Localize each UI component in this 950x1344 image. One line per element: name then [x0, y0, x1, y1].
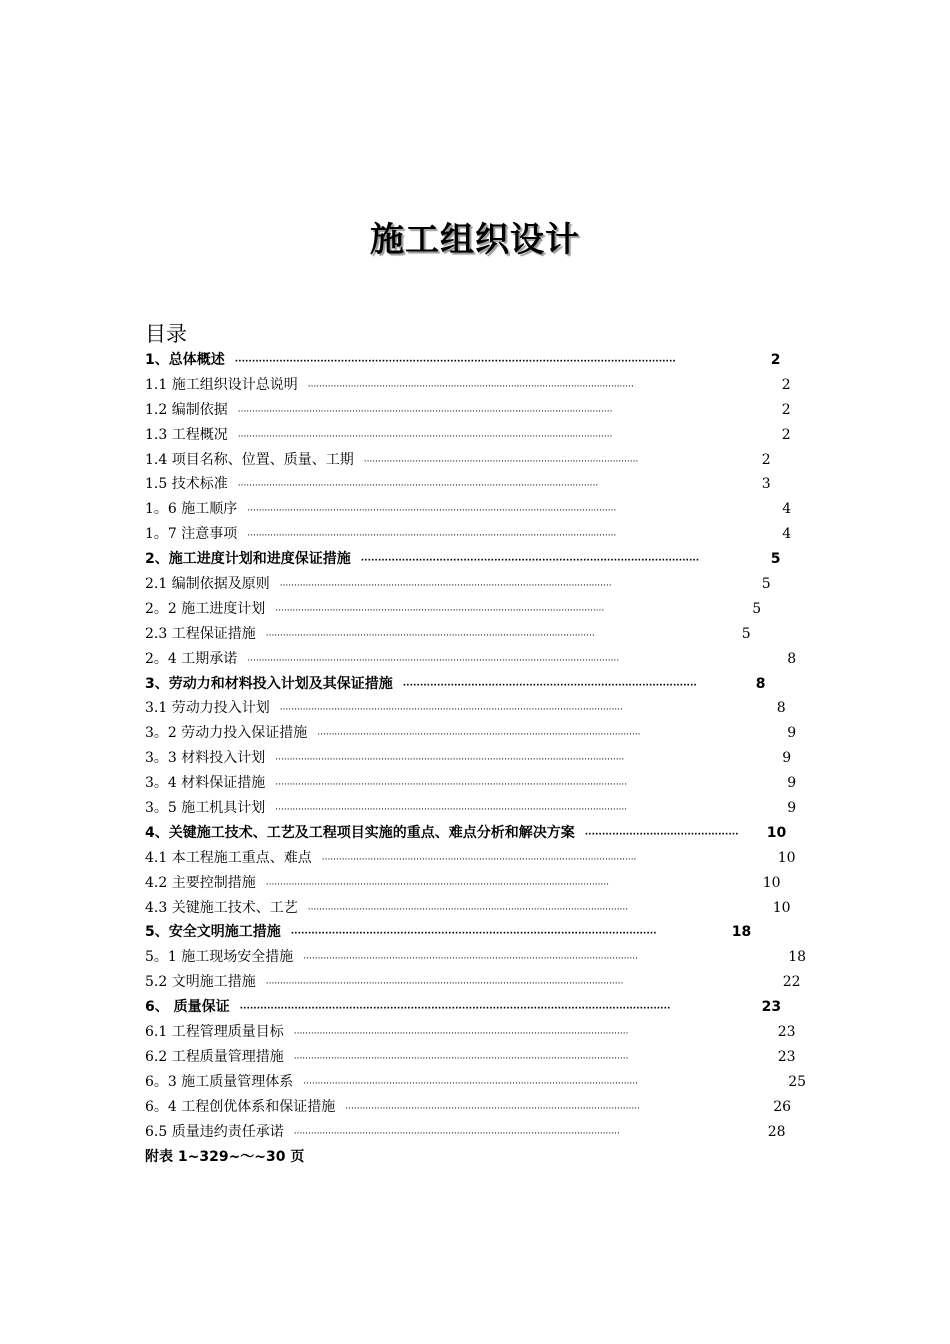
toc-entry[interactable]: [145, 696, 790, 721]
toc-leader-dots: ·············································: [584, 829, 739, 840]
toc-entry-label: 6、 质量保证: [145, 999, 230, 1016]
toc-leader-dots: ·····················································································································: [303, 1078, 638, 1089]
toc-entry-page: 5: [761, 576, 771, 593]
toc-entry[interactable]: [145, 423, 795, 448]
toc-entry-label: 6。4 工程创优体系和保证措施: [145, 1098, 336, 1115]
toc-entry-label: 3.1 劳动力投入计划: [145, 700, 270, 717]
toc-entry[interactable]: [145, 522, 795, 547]
toc-entry-page: 9: [787, 775, 797, 792]
toc-entry-label: 1.2 编制依据: [145, 401, 228, 418]
toc-entry[interactable]: [145, 721, 800, 746]
toc-entry-page: 5: [741, 625, 751, 642]
toc-entry-page: 8: [787, 650, 797, 667]
toc-entry[interactable]: [145, 896, 795, 921]
toc-leader-dots: ·································································································································: [234, 357, 676, 367]
toc-entry-label: 3。3 材料投入计划: [145, 750, 266, 767]
toc-leader-dots: ··························································································································: [275, 755, 625, 766]
toc-entry-page: 2: [770, 352, 781, 368]
document-title: 施工组织设计: [370, 220, 580, 260]
toc-leader-dots: ·····················································································································: [303, 954, 638, 965]
toc-entry-page: 10: [762, 874, 781, 891]
toc-entry[interactable]: [145, 920, 755, 945]
toc-entry[interactable]: [145, 771, 800, 796]
toc-entry-label: 3。4 材料保证措施: [145, 775, 266, 792]
toc-entry-page: 10: [777, 849, 796, 866]
toc-leader-dots: ························································································································: [279, 705, 624, 716]
toc-entry-label: 6。3 施工质量管理体系: [145, 1073, 294, 1090]
toc-entry[interactable]: [145, 1020, 800, 1045]
toc-entry-label: 1.3 工程概况: [145, 426, 228, 443]
toc-leader-dots: ···································································································································: [237, 406, 613, 417]
toc-entry-page: 9: [782, 750, 792, 767]
toc-entry[interactable]: [145, 572, 775, 597]
toc-leader-dots: ·················································································································: [317, 730, 641, 741]
toc-leader-dots: ····················································································································: [279, 581, 612, 592]
toc-entry-label: 2、施工进度计划和进度保证措施: [145, 551, 351, 568]
toc-entry[interactable]: [145, 348, 785, 373]
toc-entry-page: 2: [781, 376, 791, 393]
toc-entry-label: 1。7 注意事项: [145, 526, 238, 543]
toc-leader-dots: ························································································································: [265, 879, 610, 890]
toc-entry-label: 6.1 工程管理质量目标: [145, 1024, 284, 1041]
toc-rows: [145, 348, 825, 1145]
toc-entry-label: 5。1 施工现场安全措施: [145, 949, 294, 966]
toc-leader-dots: ·····················································································································: [293, 1053, 629, 1064]
toc-entry-label: 2。4 工期承诺: [145, 650, 238, 667]
toc-entry-page: 4: [782, 501, 792, 518]
toc-entry-page: 25: [788, 1073, 807, 1090]
toc-entry-label: 4.2 主要控制措施: [145, 874, 256, 891]
toc-leader-dots: ···································································································: [360, 556, 700, 567]
toc-entry[interactable]: [145, 1070, 810, 1095]
toc-entry-label: 1.5 技术标准: [145, 476, 228, 493]
table-of-contents: [145, 348, 825, 1169]
toc-entry[interactable]: [145, 871, 785, 896]
toc-entry[interactable]: [145, 970, 805, 995]
toc-leader-dots: ·····························································································································: [265, 979, 624, 990]
toc-leader-dots: ·····················································································································: [293, 1029, 629, 1040]
toc-entry-page: 18: [731, 924, 752, 941]
toc-entry-label: 3。5 施工机具计划: [145, 800, 266, 817]
toc-leader-dots: ···················································································································: [265, 630, 595, 641]
toc-leader-dots: ·······································································································: [345, 1103, 640, 1114]
toc-entry-page: 9: [787, 800, 797, 817]
toc-entry-label: 3。2 劳动力投入保证措施: [145, 725, 308, 742]
toc-entry-label: 1.4 项目名称、位置、质量、工期: [145, 451, 354, 468]
toc-entry[interactable]: [145, 622, 755, 647]
toc-entry-page: 23: [777, 1024, 796, 1041]
toc-entry-label: 2.1 编制依据及原则: [145, 576, 270, 593]
toc-leader-dots: ···················································································································: [275, 605, 605, 616]
toc-leader-dots: ··················································································································: [293, 1128, 620, 1139]
toc-entry-label: 4.3 关键施工技术、工艺: [145, 899, 298, 916]
toc-entry[interactable]: [145, 846, 800, 871]
toc-leader-dots: ································································································: [363, 456, 639, 467]
toc-leader-dots: ···································································································································: [237, 431, 613, 442]
toc-entry[interactable]: [145, 796, 800, 821]
toc-entry-label: 5、安全文明施工措施: [145, 924, 281, 941]
toc-entry-page: 23: [761, 999, 782, 1016]
toc-leader-dots: ···········································································································: [290, 929, 657, 940]
toc-entry-page: 26: [773, 1098, 792, 1115]
toc-entry[interactable]: [145, 1120, 790, 1145]
toc-entry[interactable]: [145, 597, 765, 622]
toc-entry-label: 1.1 施工组织设计总说明: [145, 376, 298, 393]
toc-leader-dots: ················································································································: [307, 904, 629, 915]
toc-entry[interactable]: [145, 547, 785, 572]
toc-leader-dots: ······················································································: [402, 680, 697, 691]
toc-entry[interactable]: [145, 647, 800, 672]
toc-entry[interactable]: [145, 398, 795, 423]
toc-leader-dots: ······························································································································: [237, 481, 599, 492]
toc-entry-page: 9: [787, 725, 797, 742]
toc-entry-label: 3、劳动力和材料投入计划及其保证措施: [145, 675, 393, 692]
toc-entry[interactable]: [145, 995, 785, 1020]
toc-entry[interactable]: [145, 1045, 800, 1070]
toc-entry[interactable]: [145, 672, 770, 697]
toc-entry-page: 5: [752, 600, 762, 617]
toc-leader-dots: ······························································································································: [239, 1004, 671, 1015]
toc-entry-label: 5.2 文明施工措施: [145, 974, 256, 991]
toc-leader-dots: ··················································································································: [307, 381, 634, 392]
toc-entry-label: 2。2 施工进度计划: [145, 600, 266, 617]
toc-entry-label: 2.3 工程保证措施: [145, 625, 256, 642]
toc-entry-label: 4.1 本工程施工重点、难点: [145, 849, 312, 866]
toc-entry-page: 8: [755, 675, 766, 692]
toc-entry-page: 18: [788, 949, 807, 966]
toc-entry[interactable]: [145, 945, 810, 970]
toc-leader-dots: ···························································································································: [275, 805, 628, 816]
toc-entry-page: 8: [776, 700, 786, 717]
toc-entry-label: 4、关键施工技术、工艺及工程项目实施的重点、难点分析和解决方案: [145, 824, 575, 841]
toc-entry-page: 3: [761, 476, 771, 493]
toc-entry-page: 28: [767, 1123, 786, 1140]
toc-entry-page: 10: [772, 899, 791, 916]
toc-entry-page: 2: [761, 451, 771, 468]
toc-entry[interactable]: [145, 448, 775, 473]
toc-entry-page: 4: [782, 526, 792, 543]
toc-entry[interactable]: [145, 1095, 795, 1120]
toc-entry[interactable]: [145, 373, 795, 398]
toc-entry[interactable]: [145, 472, 775, 497]
toc-leader-dots: ·································································································································: [247, 531, 617, 542]
toc-entry-page: 2: [781, 401, 791, 418]
toc-entry-label: 6.5 质量违约责任承诺: [145, 1123, 284, 1140]
toc-entry-page: 2: [781, 426, 791, 443]
toc-entry-label: 6.2 工程质量管理措施: [145, 1048, 284, 1065]
toc-heading: 目录: [145, 322, 187, 346]
toc-entry-label: 1、总体概述: [145, 352, 225, 368]
appendix-note: 附表 1~329~～~30 页: [145, 1148, 305, 1165]
toc-entry-page: 5: [770, 551, 781, 568]
toc-entry-page: 10: [766, 824, 787, 841]
toc-leader-dots: ·································································································································: [247, 506, 617, 517]
toc-entry-page: 23: [777, 1048, 796, 1065]
toc-entry-label: 1。6 施工顺序: [145, 501, 238, 518]
toc-entry[interactable]: [145, 746, 795, 771]
toc-entry[interactable]: [145, 497, 795, 522]
toc-entry-page: 22: [782, 974, 801, 991]
toc-entry[interactable]: [145, 821, 790, 846]
toc-leader-dots: ··································································································································: [247, 655, 620, 666]
toc-leader-dots: ··············································································································: [321, 854, 637, 865]
toc-leader-dots: ···························································································································: [275, 780, 628, 791]
